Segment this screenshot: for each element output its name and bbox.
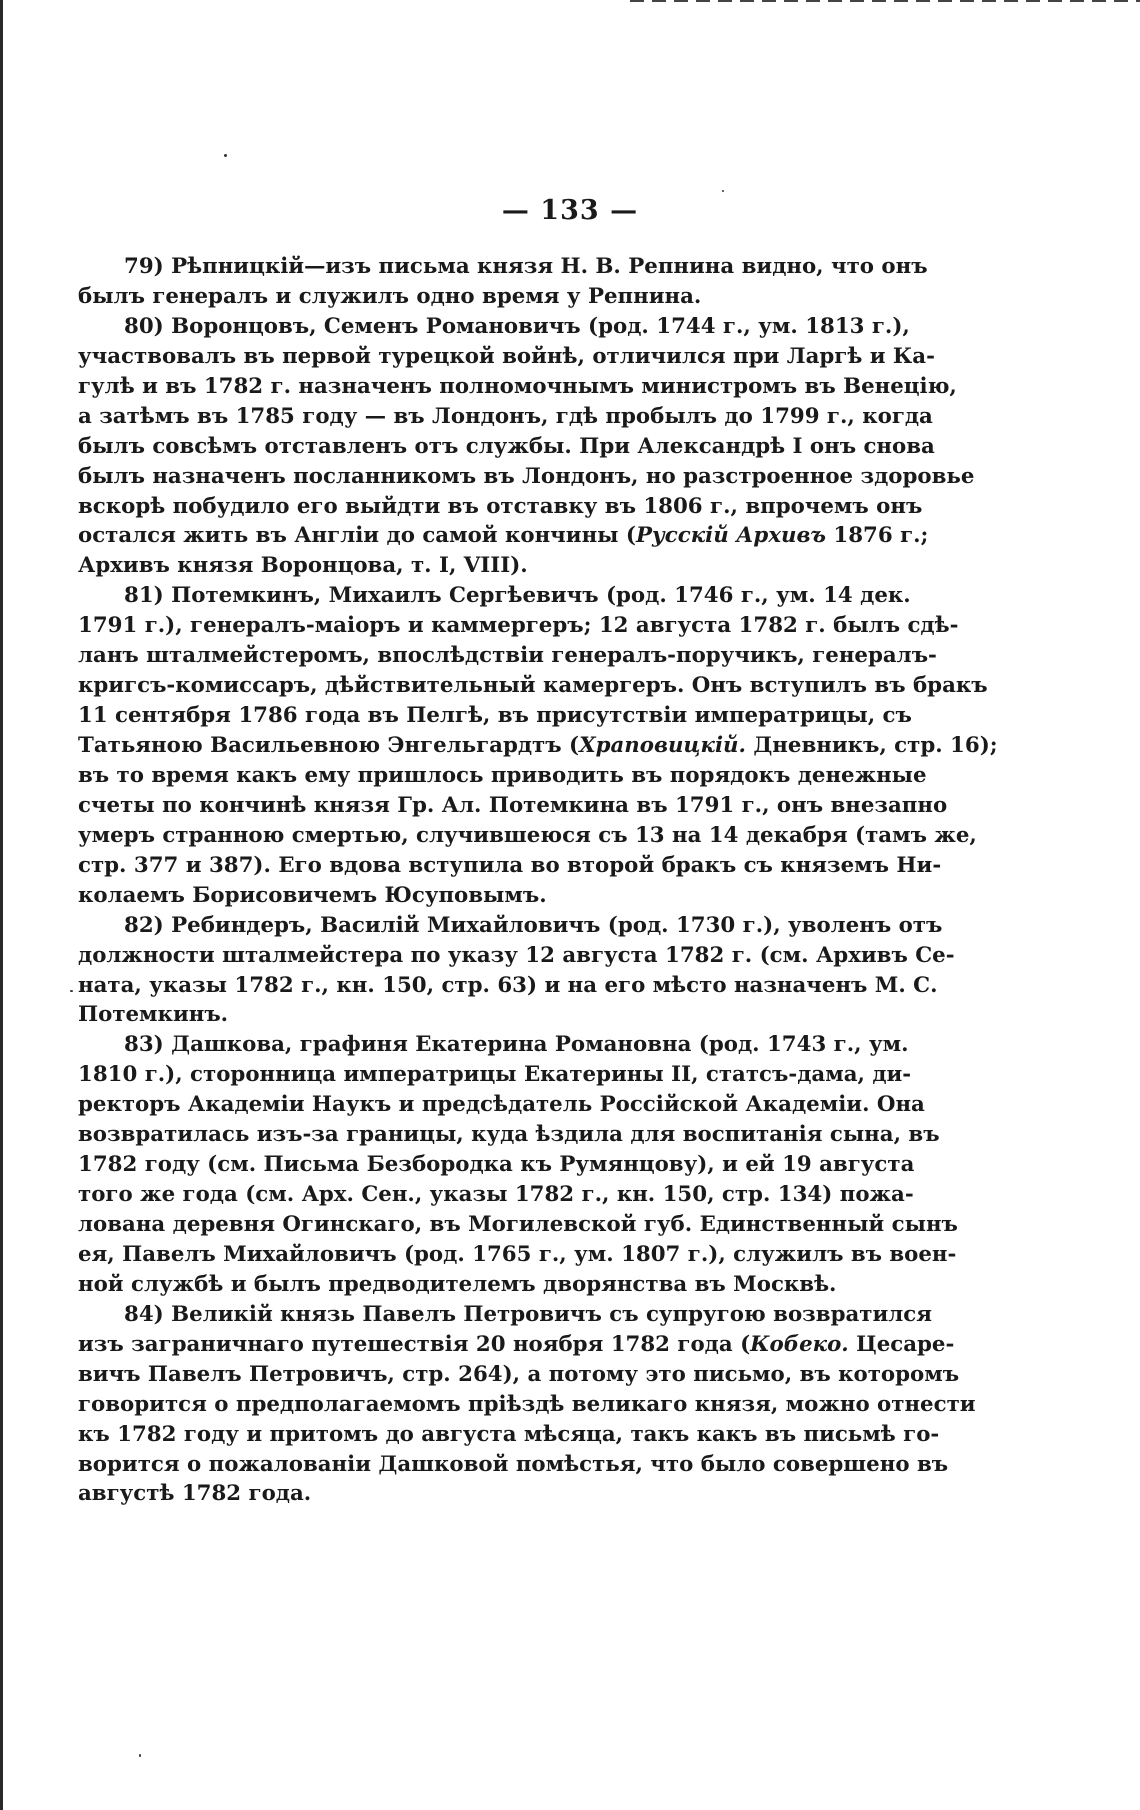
scan-speck: [224, 154, 227, 157]
italic-citation: Кобеко.: [750, 1331, 849, 1357]
note-line: говорится о предполагаемомъ пріѣздѣ великаго князя, можно отнести: [78, 1391, 976, 1417]
note-line: стр. 377 и 387). Его вдова вступила во второй бракъ съ княземъ Ни-: [78, 852, 942, 878]
scan-speck: [722, 190, 724, 192]
note-line: должности шталмейстера по указу 12 августа 1782 г. (см. Архивъ Се-: [78, 942, 955, 968]
note-line: остался жить въ Англіи до самой кончины (Русскій Архивъ 1876 г.;: [78, 523, 929, 549]
note-line: былъ назначенъ посланникомъ въ Лондонъ, но разстроенное здоровье: [78, 463, 975, 489]
note-line: Татьяною Васильевною Энгельгардтъ (Храповицкій. Дневникъ, стр. 16);: [78, 733, 998, 758]
scan-speck: [139, 1754, 141, 1757]
top-edge-mark: [630, 0, 1140, 2]
italic-citation: Русскій Архивъ: [636, 523, 826, 549]
note-line: 80) Воронцовъ, Семенъ Романовичъ (род. 1744 г., ум. 1813 г.),: [124, 313, 910, 339]
note-line: участвовалъ въ первой турецкой войнѣ, отличился при Ларгѣ и Ка-: [78, 343, 935, 369]
note-line: 83) Дашкова, графиня Екатерина Романовна (род. 1743 г., ум.: [124, 1032, 909, 1058]
note-84: [78, 1300, 976, 1510]
note-line: вскорѣ побудило его выйдти въ отставку въ 1806 г., впрочемъ онъ: [78, 493, 923, 519]
note-line: 82) Ребиндеръ, Василій Михайловичъ (род. 1730 г.), уволенъ отъ: [124, 912, 943, 938]
note-line: августѣ 1782 года.: [78, 1481, 312, 1507]
note-line: вичъ Павелъ Петровичъ, стр. 264), а потому это письмо, въ которомъ: [78, 1361, 960, 1387]
note-80: [78, 312, 975, 581]
note-81: [78, 581, 998, 910]
note-83: [78, 1030, 958, 1299]
italic-citation: Храповицкій.: [579, 733, 746, 758]
binding-edge: [0, 0, 3, 1810]
note-line: лована деревня Огинскаго, въ Могилевской губ. Единственный сынъ: [78, 1212, 958, 1237]
note-79: [78, 252, 928, 312]
note-line: 81) Потемкинъ, Михаилъ Сергѣевичъ (род. 1746 г., ум. 14 дек.: [124, 583, 911, 609]
note-line: 79) Рѣпницкій—изъ письма князя Н. В. Репнина видно, что онъ: [124, 254, 928, 279]
note-line: въ то время какъ ему пришлось приводить въ порядокъ денежные: [78, 762, 927, 788]
note-line: 1782 году (см. Письма Безбородка къ Румянцову), и ей 19 августа: [78, 1152, 915, 1178]
note-line: 1810 г.), сторонница императрицы Екатерины II, статсъ-дама, ди-: [78, 1062, 912, 1088]
note-line: Потемкинъ.: [78, 1002, 229, 1028]
note-line: гулѣ и въ 1782 г. назначенъ полномочнымъ министромъ въ Венецію,: [78, 373, 957, 399]
note-line: а затѣмъ въ 1785 году — въ Лондонъ, гдѣ пробылъ до 1799 г., когда: [78, 403, 933, 429]
note-line: 11 сентября 1786 года въ Пелгѣ, въ присутствіи императрицы, съ: [78, 703, 912, 729]
note-line: былъ генералъ и служилъ одно время у Репнина.: [78, 283, 702, 309]
note-line: 84) Великій князь Павелъ Петровичъ съ супругою возвратился: [124, 1301, 932, 1327]
note-line: умеръ странною смертью, случившеюся съ 13 на 14 декабря (тамъ же,: [78, 822, 977, 848]
note-line: возвратилась изъ-за границы, куда ѣздила для воспитанія сына, въ: [78, 1122, 940, 1148]
note-line: ната, указы 1782 г., кн. 150, стр. 63) и на его мѣсто назначенъ М. С.: [78, 972, 938, 998]
page-number: — 133 —: [501, 195, 639, 226]
note-line: Архивъ князя Воронцова, т. I, VIII).: [78, 553, 528, 579]
notes-text-block: [78, 252, 998, 1509]
note-line: 1791 г.), генералъ-маіоръ и каммергеръ; 12 августа 1782 г. былъ сдѣ-: [78, 613, 959, 639]
note-line: кригсъ-комиссаръ, дѣйствительный камергеръ. Онъ вступилъ въ бракъ: [78, 673, 988, 699]
note-line: счеты по кончинѣ князя Гр. Ал. Потемкина въ 1791 г., онъ внезапно: [78, 792, 948, 818]
note-line: ея, Павелъ Михайловичъ (род. 1765 г., ум. 1807 г.), служилъ въ воен-: [78, 1241, 957, 1267]
note-line: къ 1782 году и притомъ до августа мѣсяца, такъ какъ въ письмѣ го-: [78, 1421, 940, 1447]
note-line: ной службѣ и былъ предводителемъ дворянства въ Москвѣ.: [78, 1271, 837, 1297]
note-line: ректоръ Академіи Наукъ и предсѣдатель Россійской Академіи. Она: [78, 1092, 925, 1118]
note-line: ворится о пожалованіи Дашковой помѣстья, что было совершено въ: [78, 1451, 949, 1477]
note-line: ланъ шталмейстеромъ, впослѣдствіи генералъ-поручикъ, генералъ-: [78, 643, 937, 669]
note-82: [78, 911, 955, 1031]
note-line: былъ совсѣмъ отставленъ отъ службы. При Александрѣ I онъ снова: [78, 433, 935, 459]
note-line: того же года (см. Арх. Сен., указы 1782 г., кн. 150, стр. 134) пожа-: [78, 1182, 914, 1208]
note-line: изъ заграничнаго путешествія 20 ноября 1782 года (Кобеко. Цесаре-: [78, 1331, 955, 1357]
note-line: колаемъ Борисовичемъ Юсуповымъ.: [78, 882, 547, 908]
scan-speck: [70, 990, 73, 992]
